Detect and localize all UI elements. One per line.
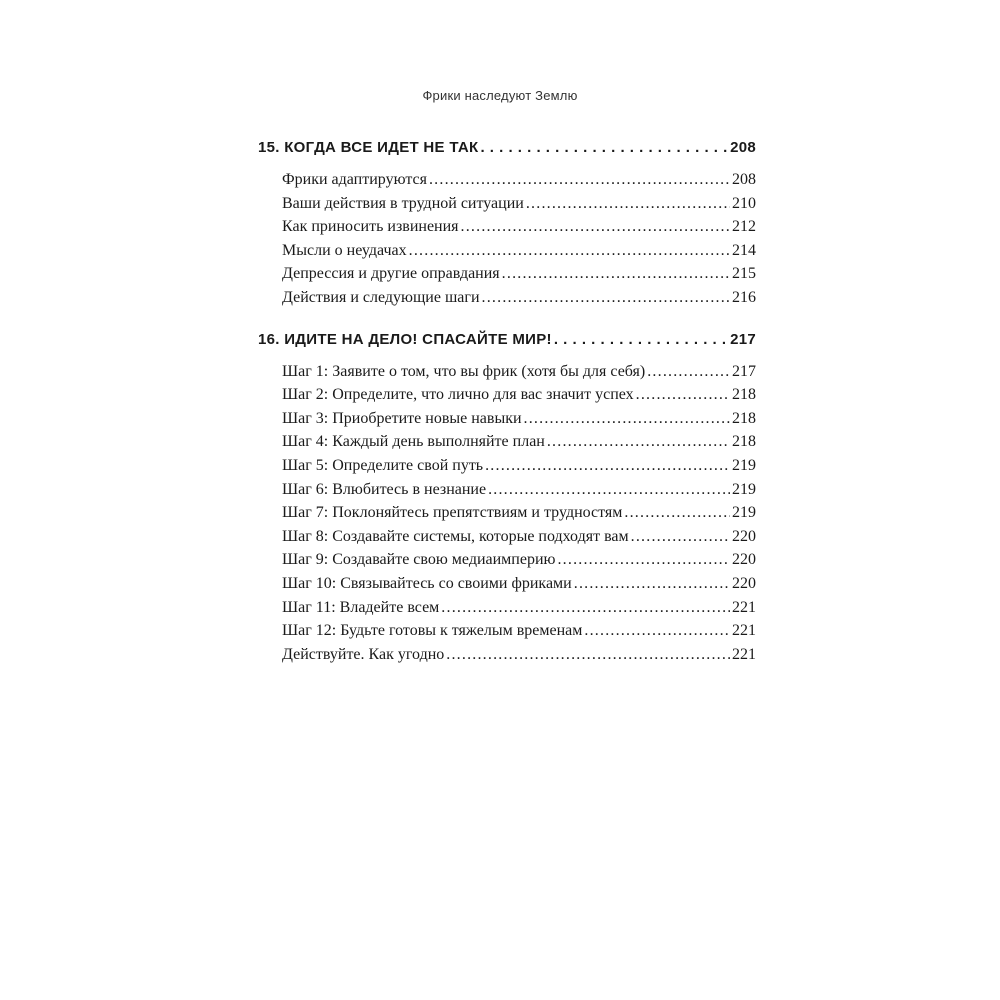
- entry-page-number: 217: [732, 362, 756, 380]
- entry-title: Шаг 11: Владейте всем: [282, 598, 440, 616]
- leader-dots: [429, 168, 730, 192]
- entry-title: Мысли о неудачах: [282, 241, 407, 259]
- toc-entry: [258, 215, 756, 239]
- leader-dots: [488, 478, 730, 502]
- entry-page-number: 221: [732, 645, 756, 663]
- entry-title: Шаг 9: Создавайте свою медиаимперию: [282, 551, 556, 569]
- entry-title: Шаг 2: Определите, что лично для вас значит успех: [282, 386, 634, 404]
- leader-dots: [524, 407, 730, 431]
- leader-dots: [461, 215, 730, 239]
- toc-entry: [258, 239, 756, 263]
- running-head: Фрики наследуют Землю: [422, 88, 578, 103]
- entry-title: Депрессия и другие оправдания: [282, 265, 500, 283]
- chapter-title: 16. ИДИТЕ НА ДЕЛО! СПАСАЙТЕ МИР!: [258, 330, 552, 348]
- entry-title: Действуйте. Как угодно: [282, 645, 445, 663]
- entry-title: Действия и следующие шаги: [282, 288, 480, 306]
- entry-title: Фрики адаптируются: [282, 171, 427, 188]
- leader-dots: [624, 501, 730, 525]
- entry-page-number: 221: [732, 598, 756, 616]
- chapter-heading: [258, 328, 756, 352]
- leader-dots: [647, 360, 730, 384]
- toc-entry: [258, 572, 756, 596]
- entry-page-number: 220: [732, 551, 756, 569]
- toc-entry: [258, 596, 756, 620]
- entry-title: Шаг 8: Создавайте системы, которые подходят вам: [282, 527, 629, 545]
- leader-dots: [480, 136, 728, 160]
- leader-dots: [584, 619, 730, 643]
- entry-page-number: 214: [732, 241, 756, 259]
- entry-page-number: 219: [732, 480, 756, 498]
- toc-entry: [258, 407, 756, 431]
- toc-entry: [258, 525, 756, 549]
- toc-entry: [258, 192, 756, 216]
- entry-title: Шаг 5: Определите свой путь: [282, 456, 484, 474]
- toc-entry: [258, 168, 756, 192]
- leader-dots: [574, 572, 730, 596]
- entry-title: Как приносить извинения: [282, 218, 459, 236]
- leader-dots: [526, 192, 730, 216]
- entry-title: Шаг 1: Заявите о том, что вы фрик (хотя бы для себя): [282, 362, 646, 380]
- entry-page-number: 221: [732, 622, 756, 640]
- toc-entry: [258, 548, 756, 572]
- entry-title: Шаг 10: Связывайтесь со своими фриками: [282, 574, 572, 592]
- entry-title: Шаг 3: Приобретите новые навыки: [282, 409, 522, 427]
- entry-page-number: 220: [732, 574, 756, 592]
- leader-dots: [482, 286, 730, 310]
- chapter-15: [258, 136, 756, 310]
- chapter-title: 15. КОГДА ВСЕ ИДЕТ НЕ ТАК: [258, 139, 479, 156]
- entry-page-number: 216: [732, 288, 756, 306]
- entry-title: Ваши действия в трудной ситуации: [282, 194, 524, 212]
- entry-title: Шаг 6: Влюбитесь в незнание: [282, 480, 487, 498]
- leader-dots: [631, 525, 730, 549]
- entry-page-number: 210: [732, 194, 756, 212]
- entry-page-number: 219: [732, 504, 756, 522]
- leader-dots: [636, 383, 730, 407]
- toc-entry: [258, 501, 756, 525]
- entry-page-number: 215: [732, 265, 756, 283]
- toc-entry: [258, 286, 756, 310]
- chapter-heading: [258, 136, 756, 160]
- leader-dots: [554, 328, 728, 352]
- leader-dots: [409, 239, 730, 263]
- leader-dots: [547, 430, 730, 454]
- entry-title: Шаг 4: Каждый день выполняйте план: [282, 433, 545, 451]
- entry-title: Шаг 12: Будьте готовы к тяжелым временам: [282, 622, 583, 640]
- entry-page-number: 212: [732, 218, 756, 236]
- toc-entry: [258, 478, 756, 502]
- toc-entry: [258, 430, 756, 454]
- table-of-contents: [258, 136, 756, 684]
- entry-page-number: 219: [732, 456, 756, 474]
- toc-entry: [258, 643, 756, 667]
- entry-page-number: 218: [732, 433, 756, 451]
- leader-dots: [485, 454, 730, 478]
- toc-entry: [258, 383, 756, 407]
- leader-dots: [557, 548, 730, 572]
- entry-page-number: 208: [732, 171, 756, 188]
- leader-dots: [441, 596, 730, 620]
- leader-dots: [502, 262, 730, 286]
- entry-page-number: 218: [732, 409, 756, 427]
- entry-title: Шаг 7: Поклоняйтесь препятствиям и трудностям: [282, 504, 623, 522]
- toc-entry: [258, 619, 756, 643]
- chapter-page-number: 208: [730, 139, 756, 156]
- toc-entry: [258, 454, 756, 478]
- toc-entry: [258, 262, 756, 286]
- leader-dots: [446, 643, 730, 667]
- chapter-page-number: 217: [730, 330, 756, 348]
- chapter-16: [258, 328, 756, 667]
- toc-entry: [258, 360, 756, 384]
- entry-page-number: 218: [732, 386, 756, 404]
- entry-page-number: 220: [732, 527, 756, 545]
